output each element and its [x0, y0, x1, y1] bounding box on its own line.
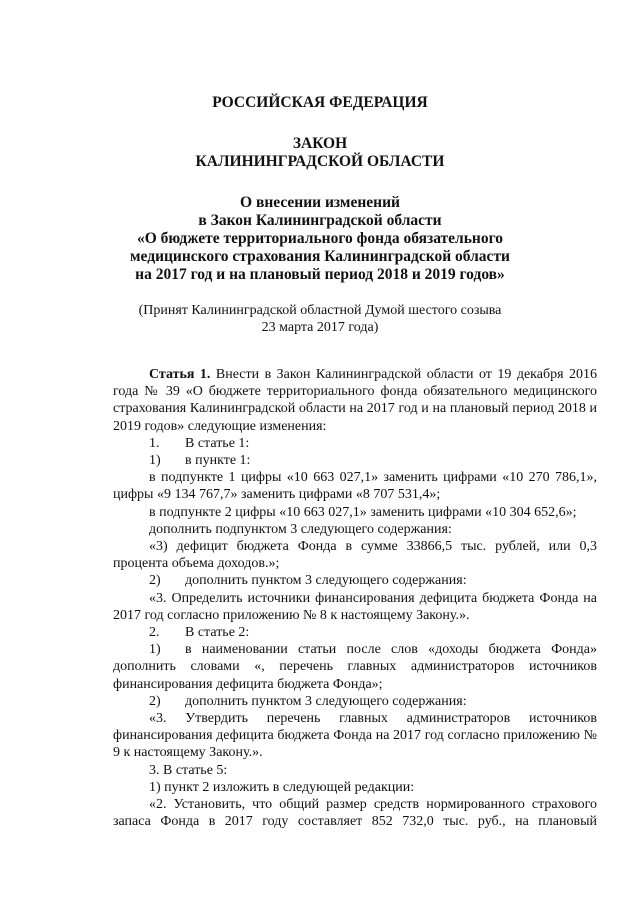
list-item: [113, 538, 597, 572]
item-text: дополнить пунктом 3 следующего содержания:: [185, 573, 467, 589]
article-label: Статья 1.: [149, 367, 211, 382]
title-line: в Закон Калининградской области: [198, 212, 442, 229]
item-text: в пункте 1:: [185, 453, 251, 469]
list-item: [113, 641, 597, 693]
list-item: [113, 693, 597, 710]
item-number: 2): [149, 573, 161, 589]
item-number: 1): [149, 642, 161, 658]
title-line: О внесении изменений: [240, 194, 400, 211]
item-number: 2.: [149, 625, 160, 641]
list-item: [113, 521, 597, 538]
article-intro: Внести в Закон Калининградской области от 19 декабря 2016 года № 39 «О бюджете территориального фонда обязательного медицинского страхования Калининградской области на 2017 год и на плановый период 2018 и 2019 годов» следующие изменения:: [113, 367, 598, 434]
list-item: [113, 572, 597, 589]
list-item: [113, 624, 597, 641]
item-text: «3. Определить источники финансирования дефицита бюджета Фонда на 2017 год согласно приложению № 8 к настоящему Закону.».: [113, 590, 597, 623]
list-item: [113, 762, 597, 779]
list-item: [113, 710, 597, 762]
list-item: [113, 796, 597, 830]
item-text: в подпункте 2 цифры «10 663 027,1» заменить цифрами «10 304 652,6»;: [149, 504, 577, 520]
title-line: медицинского страхования Калининградской области: [130, 248, 510, 265]
item-text: 3. В статье 5:: [149, 762, 228, 778]
item-text: В статье 1:: [185, 435, 250, 451]
item-text: в наименовании статьи после слов «доходы бюджета Фонда» дополнить словами «, перечень главных администраторов источников финансирования дефицита бюджета Фонда»;: [113, 642, 597, 692]
document-body: [113, 366, 597, 830]
adoption-date: 23 марта 2017 года): [261, 320, 379, 335]
item-number: 2): [149, 693, 161, 709]
list-item: [113, 469, 597, 503]
item-text: В статье 2:: [185, 625, 250, 641]
article-paragraph: [113, 366, 597, 435]
list-item: [113, 504, 597, 521]
title-line: на 2017 год и на плановый период 2018 и 2019 годов»: [135, 266, 505, 283]
list-item: [113, 779, 597, 796]
adoption-note: (Принят Калининградской областной Думой шестого созыва: [138, 303, 502, 318]
item-number: 1): [149, 453, 161, 469]
item-text: 1) пункт 2 изложить в следующей редакции:: [149, 779, 415, 795]
item-number: 1.: [149, 435, 160, 451]
title-line: «О бюджете территориального фонда обязательного: [136, 230, 504, 247]
item-text: «2. Установить, что общий размер средств нормированного страхового запаса Фонда в 2017 году составляет 852 732,0 тыс. руб., на плановый: [113, 797, 597, 830]
list-item: [113, 452, 597, 469]
item-text: «3) дефицит бюджета Фонда в сумме 33866,5 тыс. рублей, или 0,3 процента объема доходов.»;: [113, 539, 597, 572]
list-item: [113, 590, 597, 624]
country-heading: РОССИЙСКАЯ ФЕДЕРАЦИЯ: [212, 94, 428, 111]
item-text: дополнить подпунктом 3 следующего содержания:: [149, 521, 452, 537]
item-text: дополнить пунктом 3 следующего содержания:: [185, 693, 467, 709]
doc-type-heading: ЗАКОН: [292, 135, 348, 152]
item-text: в подпункте 1 цифры «10 663 027,1» заменить цифрами «10 270 786,1», цифры «9 134 767,7» заменить цифрами «8 707 531,4»;: [113, 470, 597, 503]
item-text: «3. Утвердить перечень главных администраторов источников финансирования дефицита бюджета Фонда на 2017 год согласно приложению № 9 к настоящему Закону.».: [113, 711, 597, 761]
region-heading: КАЛИНИНГРАДСКОЙ ОБЛАСТИ: [195, 153, 445, 170]
list-item: [113, 435, 597, 452]
